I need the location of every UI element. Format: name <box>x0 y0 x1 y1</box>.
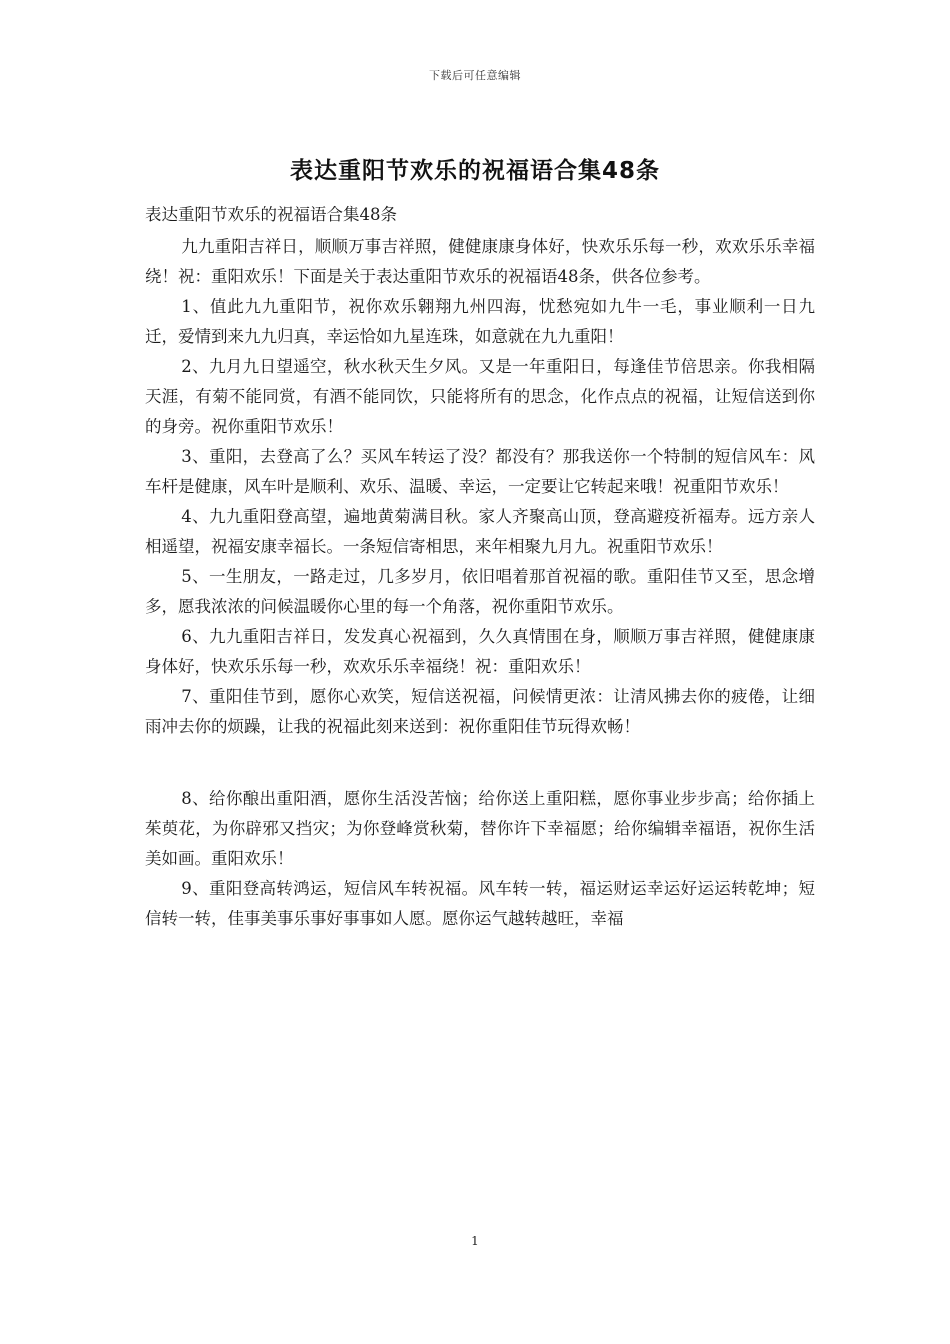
blessing-item-2: 2、九月九日望遥空，秋水秋天生夕风。又是一年重阳日，每逢佳节倍思亲。你我相隔天涯，有菊不能同赏，有酒不能同饮，只能将所有的思念，化作点点的祝福，让短信送到你的身旁。祝你重阳节欢乐！ <box>145 357 815 436</box>
blessing-item-7: 7、重阳佳节到，愿你心欢笑，短信送祝福，问候情更浓：让清风拂去你的疲倦，让细雨冲去你的烦躁，让我的祝福此刻来送到：祝你重阳佳节玩得欢畅！ <box>145 687 815 736</box>
blessing-item-6: 6、九九重阳吉祥日，发发真心祝福到，久久真情围在身，顺顺万事吉祥照，健健康康身体好，快欢乐乐每一秒，欢欢乐乐幸福绕！祝：重阳欢乐！ <box>145 627 815 676</box>
blessing-item-1: 1、值此九九重阳节，祝你欢乐翱翔九州四海，忧愁宛如九牛一毛，事业顺利一日九迁，爱情到来九九归真，幸运恰如九星连珠，如意就在九九重阳！ <box>145 297 815 346</box>
document-body <box>145 200 815 934</box>
blessing-item-4: 4、九九重阳登高望，遍地黄菊满目秋。家人齐聚高山顶，登高避疫祈福寿。远方亲人相遥望，祝福安康幸福长。一条短信寄相思，来年相聚九月九。祝重阳节欢乐！ <box>145 507 815 556</box>
document-title: 表达重阳节欢乐的祝福语合集48条 <box>289 158 660 184</box>
blessing-item-9: 9、重阳登高转鸿运，短信风车转祝福。风车转一转，福运财运幸运好运运转乾坤；短信转一转，佳事美事乐事好事事如人愿。愿你运气越转越旺，幸福 <box>145 879 815 928</box>
intro-paragraph: 九九重阳吉祥日，顺顺万事吉祥照，健健康康身体好，快欢乐乐每一秒，欢欢乐乐幸福绕！祝：重阳欢乐！下面是关于表达重阳节欢乐的祝福语48条，供各位参考。 <box>145 237 815 286</box>
page-number: 1 <box>471 1234 479 1248</box>
blessing-item-5: 5、一生朋友，一路走过，几多岁月，依旧唱着那首祝福的歌。重阳佳节又至，思念增多，愿我浓浓的问候温暖你心里的每一个角落，祝你重阳节欢乐。 <box>145 567 815 616</box>
blessing-item-3: 3、重阳，去登高了么？买风车转运了没？都没有？那我送你一个特制的短信风车：风车杆是健康，风车叶是顺利、欢乐、温暖、幸运，一定要让它转起来哦！祝重阳节欢乐！ <box>145 447 815 496</box>
paragraph-spacer <box>145 742 815 784</box>
document-subtitle: 表达重阳节欢乐的祝福语合集48条 <box>145 205 397 224</box>
page-header-note: 下载后可任意编辑 <box>429 69 521 82</box>
blessing-item-8: 8、给你酿出重阳酒，愿你生活没苦恼；给你送上重阳糕，愿你事业步步高；给你插上茱萸花，为你辟邪又挡灾；为你登峰赏秋菊，替你许下幸福愿；给你编辑幸福语，祝你生活美如画。重阳欢乐！ <box>145 789 815 868</box>
